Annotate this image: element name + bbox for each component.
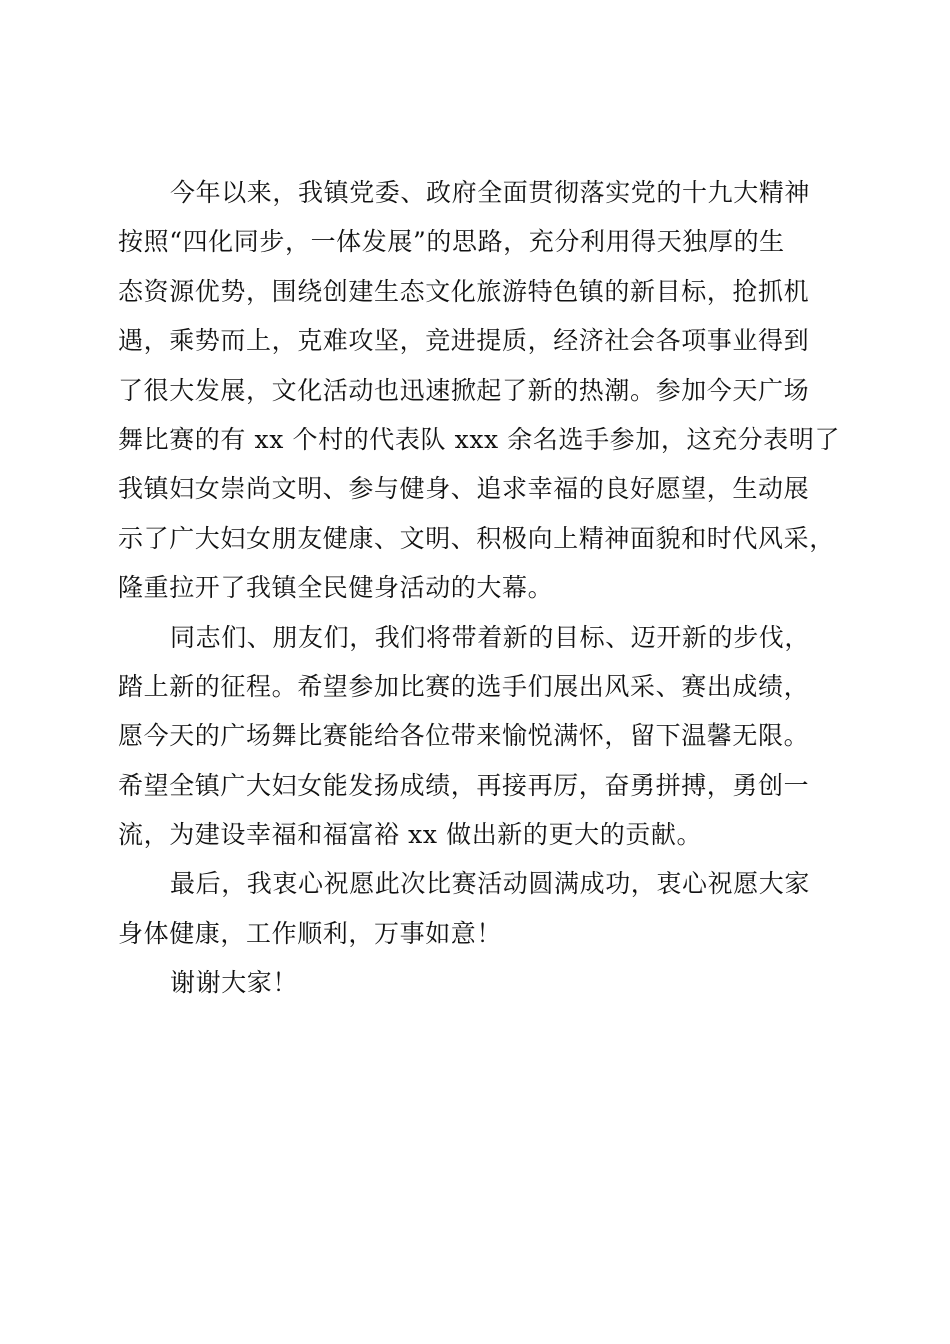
paragraph-1-line-4: 遇，乘势而上，克难攻坚，竞进提质，经济社会各项事业得到	[118, 326, 810, 356]
paragraph-1-line-3: 态资源优势，围绕创建生态文化旅游特色镇的新目标，抢抓机	[118, 276, 810, 306]
paragraph-2-line-3: 愿今天的广场舞比赛能给各位带来愉悦满怀，留下温馨无限。	[118, 721, 810, 751]
paragraph-1-line-1: 今年以来，我镇党委、政府全面贯彻落实党的十九大精神	[170, 178, 811, 207]
paragraph-2-line-5: 流，为建设幸福和福富裕 xx 做出新的更大的贡献。	[118, 820, 703, 850]
paragraph-3-line-1: 最后，我衷心祝愿此次比赛活动圆满成功，衷心祝愿大家	[170, 869, 811, 899]
paragraph-1-line-2: 按照“四化同步，一体发展”的思路，充分利用得天独厚的生	[118, 227, 785, 257]
paragraph-1-line-5: 了很大发展，文化活动也迅速掀起了新的热潮。参加今天广场	[118, 375, 810, 405]
paragraph-1-line-8: 示了广大妇女朋友健康、文明、积极向上精神面貌和时代风采，	[118, 523, 835, 553]
closing-thanks: 谢谢大家！	[170, 968, 299, 998]
speech-body	[118, 168, 841, 1008]
paragraph-1-line-7: 我镇妇女崇尚文明、参与健身、追求幸福的良好愿望，生动展	[118, 474, 810, 504]
paragraph-3-line-2: 身体健康，工作顺利，万事如意！	[118, 918, 503, 948]
paragraph-2-line-4: 希望全镇广大妇女能发扬成绩，再接再厉，奋勇拼搏，勇创一	[118, 770, 810, 800]
paragraph-1-line-9: 隆重拉开了我镇全民健身活动的大幕。	[118, 573, 554, 603]
paragraph-1-line-6: 舞比赛的有 xx 个村的代表队 xxx 余名选手参加，这充分表明了	[118, 424, 841, 454]
paragraph-2-line-1: 同志们、朋友们，我们将带着新的目标、迈开新的步伐，	[170, 622, 811, 652]
paragraph-2-line-2: 踏上新的征程。希望参加比赛的选手们展出风采、赛出成绩，	[118, 671, 810, 701]
